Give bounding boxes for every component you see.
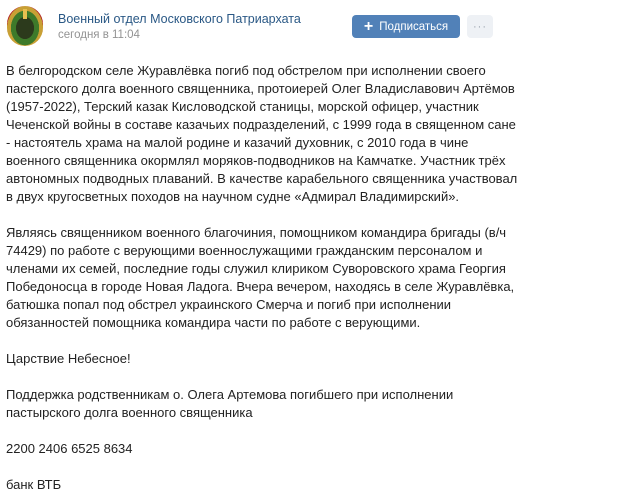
paragraph-gap (6, 458, 517, 476)
post-text-line: Победоносца в городе Новая Ладога. Вчера вечером, находясь в селе Журавлёвка, (6, 279, 515, 294)
post-text-line: обязанностей помощника командира части по работе с верующими. (6, 315, 421, 330)
post-text-line: батюшка попал под обстрел украинского Смерча и погиб при исполнении (6, 297, 452, 312)
post-text-line: банк ВТБ (6, 477, 62, 492)
post-text (6, 62, 517, 494)
plus-icon: + (363, 17, 374, 35)
subscribe-label: Подписаться (379, 20, 449, 33)
post-text-line: военного священника окормлял моряков-подводников на Камчатке. Участник трёх (6, 153, 506, 168)
post-text-line: В белгородском селе Журавлёвка погиб под обстрелом при исполнении своего (6, 63, 486, 78)
paragraph-gap (6, 422, 517, 440)
paragraph-gap (6, 206, 517, 224)
post-text-line: 2200 2406 6525 8634 (6, 441, 133, 456)
paragraph-gap (6, 332, 517, 350)
post-text-line: пастерского долга военного священника, протоиерей Олег Владиславович Артёмов (6, 81, 515, 96)
post-text-line: - настоятель храма на малой родине и казачий духовник, с 2010 года в чине (6, 135, 469, 150)
post-text-line: пастырского долга военного священника (6, 405, 253, 420)
post-text-line: в двух кругосветных походов на научном судне «Адмирал Владимирский». (6, 189, 460, 204)
post-text-line: (1957-2022), Терский казак Кисловодской станицы, морской офицер, участник (6, 99, 479, 114)
post-text-line: автономных подводных плаваний. В качестве карабельного священника участвовал (6, 171, 518, 186)
group-name-link[interactable]: Военный отдел Московского Патриархата (58, 12, 301, 26)
post-text-line: 74429) по работе с верующими военнослужащими гражданским персоналом и (6, 243, 483, 258)
cross-icon (23, 9, 27, 19)
post-text-line: Являясь священником военного благочиния, помощником командира бригады (в/ч (6, 225, 507, 240)
group-avatar[interactable] (7, 6, 43, 46)
post-text-line: членами их семей, последние годы служил клириком Суворовского храма Георгия (6, 261, 506, 276)
post-text-line: Царствие Небесное! (6, 351, 131, 366)
post-text-line: Чеченской войны в составе казачьих подразделений, с 1999 года в священном сане (6, 117, 516, 132)
post-text-line: Поддержка родственникам о. Олега Артемова погибшего при исполнении (6, 387, 454, 402)
paragraph-gap (6, 368, 517, 386)
subscribe-button[interactable] (352, 15, 460, 38)
post-time[interactable]: сегодня в 11:04 (58, 29, 140, 41)
more-options-button[interactable]: ··· (467, 15, 493, 38)
